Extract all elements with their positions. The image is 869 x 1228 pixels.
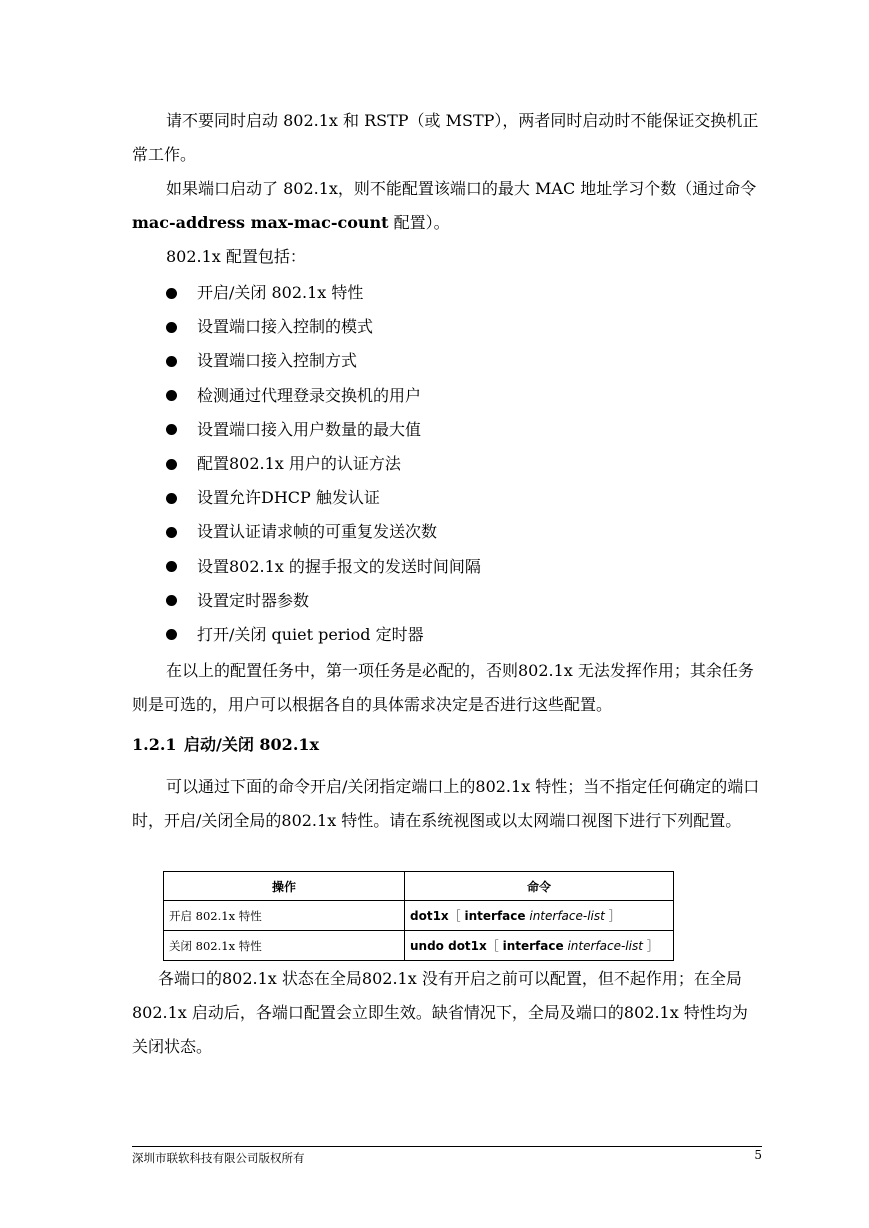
table-row [164,901,674,931]
section-heading [132,728,319,762]
command-argument: interface-list [567,939,643,953]
bullet-icon [166,459,177,470]
list-item-text: 打开/关闭 quiet period 定时器 [197,624,424,644]
bullet-icon [166,322,177,333]
list-item [166,515,481,549]
table-row [164,931,674,961]
list-item [166,481,481,515]
table-cell-command [405,931,674,961]
list-item [166,550,481,584]
command-argument: interface-list [529,909,605,923]
paragraph-port-state: 各端口的802.1x 状态在全局802.1x 没有开启之前可以配置，但不起作用；在全局802.1x 启动后，各端口配置会立即生效。缺省情况下，全局及端口的802.1x 特性均为关闭状态。 [132,969,748,1056]
list-item-text: 设置定时器参数 [197,590,310,610]
bracket-close: ］ [642,939,659,953]
bullet-icon [166,424,177,435]
command-keyword: undo dot1x [410,939,487,953]
paragraph-mac-limit-text-after: 配置）。 [388,213,450,232]
paragraph-config-intro: 802.1x 配置包括： [166,247,306,266]
bullet-icon [166,561,177,572]
list-item [166,344,481,378]
list-item-text: 检测通过代理登录交换机的用户 [197,385,422,405]
bullet-icon [166,595,177,606]
list-item-text: 设置端口接入控制方式 [197,351,358,371]
table-cell-operation: 关闭 802.1x 特性 [164,931,405,961]
list-item [166,413,481,447]
command-keyword: dot1x [410,909,449,923]
table-cell-command [405,901,674,931]
list-item [166,447,481,481]
paragraph-task-note: 在以上的配置任务中，第一项任务是必配的，否则802.1x 无法发挥作用；其余任务则是可选的，用户可以根据各自的具体需求决定是否进行这些配置。 [132,661,754,714]
bracket-open: ［ [448,909,465,923]
table-header-command: 命令 [405,872,674,901]
bracket-close: ］ [604,909,621,923]
list-item [166,379,481,413]
list-item-text: 设置端口接入控制的模式 [197,317,374,337]
table-cell-operation: 开启 802.1x 特性 [164,901,405,931]
list-item-text: 设置认证请求帧的可重复发送次数 [197,522,438,542]
footer-copyright: 深圳市联软科技有限公司版权所有 [132,1151,305,1165]
command-keyword: interface [464,909,526,923]
bullet-icon [166,288,177,299]
command-keyword: interface [502,939,564,953]
list-item [166,310,481,344]
footer-divider [132,1146,762,1147]
bullet-icon [166,356,177,367]
list-item-text: 开启/关闭 802.1x 特性 [197,283,364,303]
bracket-open: ［ [486,939,503,953]
table-header-operation: 操作 [164,872,405,901]
list-item-text: 设置端口接入用户数量的最大值 [197,419,422,439]
table-header-row [164,872,674,901]
bullet-icon [166,527,177,538]
list-item-text: 设置允许DHCP 触发认证 [197,488,380,508]
list-item [166,276,481,310]
section-title: 启动/关闭 802.1x [184,735,320,754]
list-item [166,584,481,618]
paragraph-mac-limit [132,172,762,240]
list-item-text: 设置802.1x 的握手报文的发送时间间隔 [197,556,481,576]
section-number: 1.2.1 [132,735,177,754]
bullet-icon [166,390,177,401]
bullet-icon [166,629,177,640]
paragraph-rstp-warning: 请不要同时启动 802.1x 和 RSTP（或 MSTP），两者同时启动时不能保证交换机正常工作。 [132,111,759,164]
page-number: 5 [754,1148,762,1162]
bullet-icon [166,493,177,504]
paragraph-mac-limit-text-before: 如果端口启动了 802.1x，则不能配置该端口的最大 MAC 地址学习个数（通过命令 [166,179,757,198]
list-item [166,618,481,652]
command-table [163,871,674,961]
paragraph-enable-disable: 可以通过下面的命令开启/关闭指定端口上的802.1x 特性；当不指定任何确定的端口时，开启/关闭全局的802.1x 特性。请在系统视图或以太网端口视图下进行下列配置。 [132,777,760,830]
config-task-list [166,276,481,652]
command-mac-address-max-mac-count: mac-address max-mac-count [132,213,389,232]
list-item-text: 配置802.1x 用户的认证方法 [197,454,401,474]
